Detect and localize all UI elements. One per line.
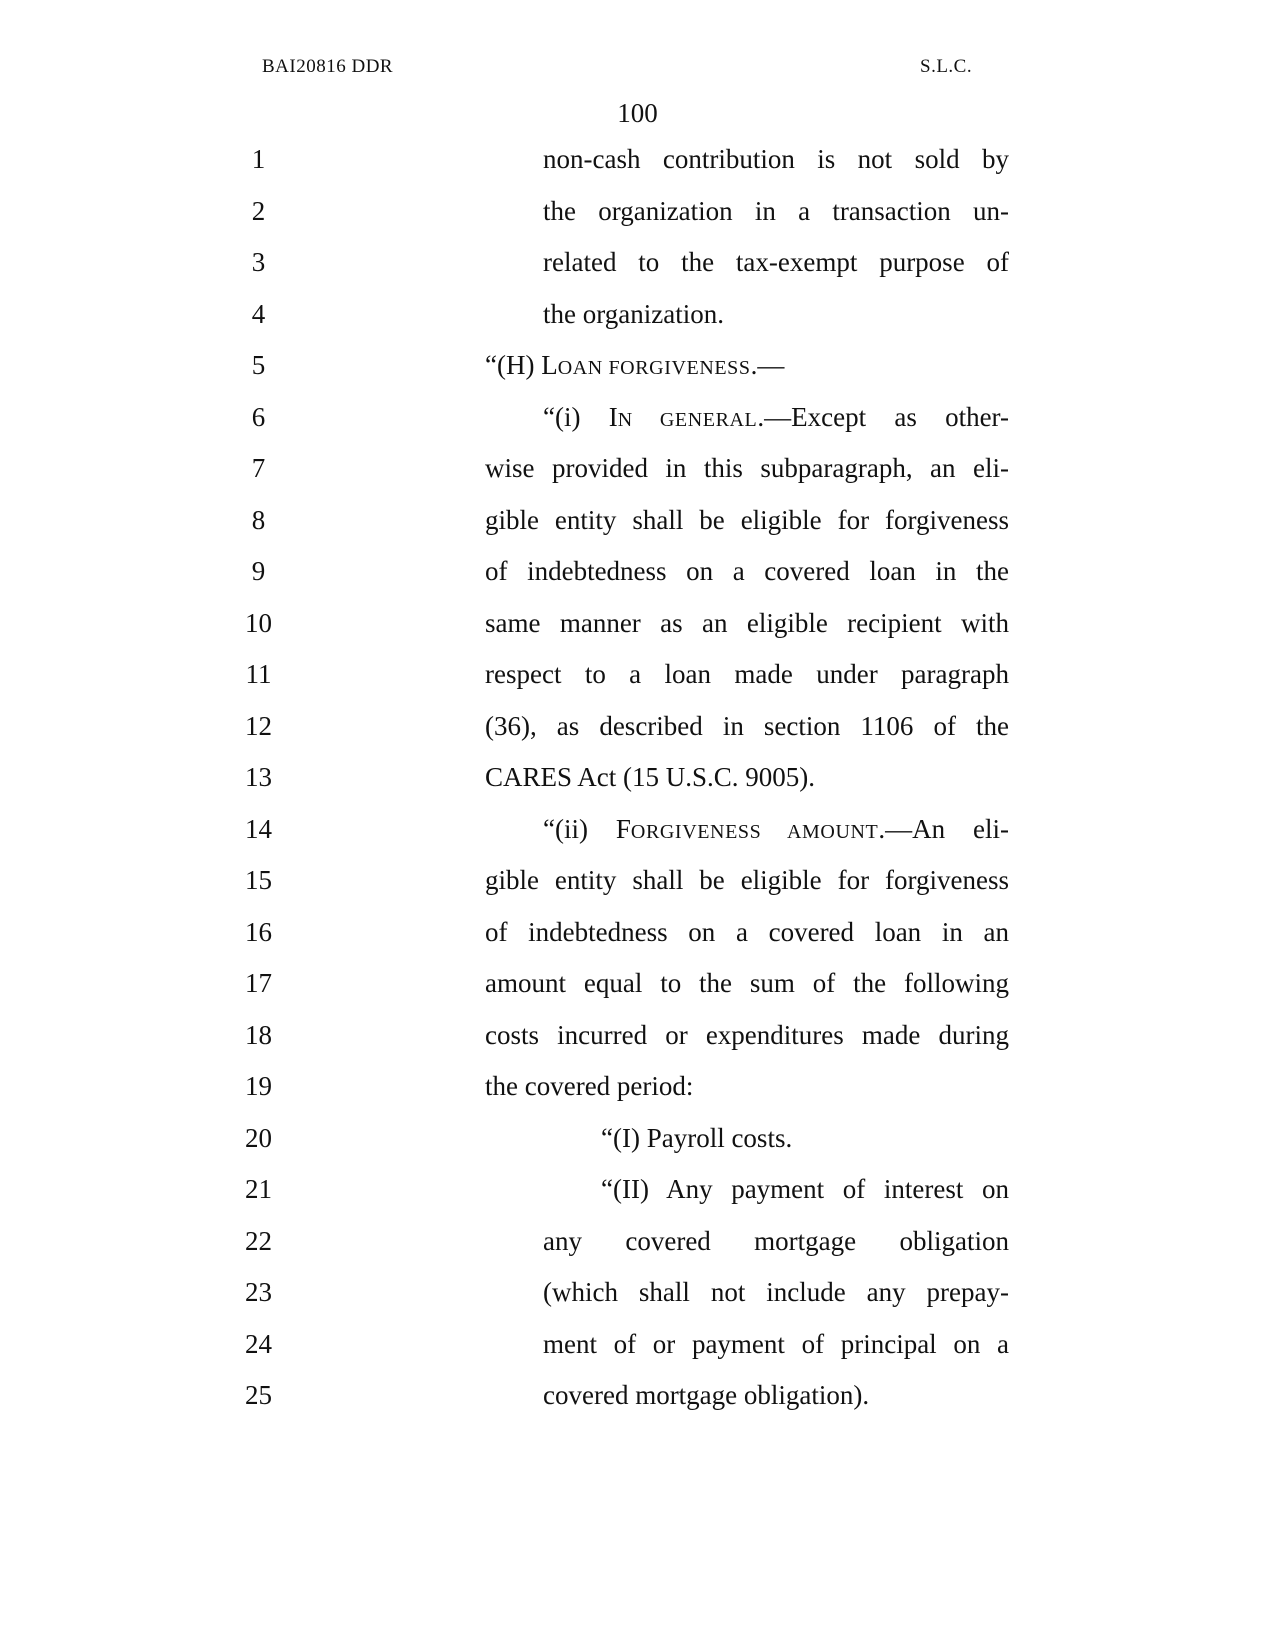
line-text: the covered period:: [485, 1071, 694, 1101]
heading-initial: I: [608, 402, 618, 432]
line-text: the organization in a transaction un-: [543, 196, 1009, 226]
line-number: 23: [245, 1277, 272, 1307]
line-number: 6: [251, 402, 266, 432]
text-line: [0, 1221, 1275, 1261]
line-text: respect to a loan made under paragraph: [485, 659, 1009, 689]
text-line: [0, 1324, 1275, 1364]
line-text: gible entity shall be eligible for forgiveness: [485, 505, 1009, 535]
line-number: 19: [245, 1071, 272, 1101]
line-text: the organization.: [543, 299, 724, 329]
text-line: [0, 448, 1275, 488]
line-number: 14: [245, 814, 272, 844]
line-number: 15: [245, 865, 272, 895]
text-line: [0, 809, 1275, 849]
line-number: 13: [245, 762, 272, 792]
line-text: same manner as an eligible recipient with: [485, 608, 1009, 638]
line-number: 8: [251, 505, 266, 535]
heading-prefix: “(ii): [543, 814, 616, 844]
text-line: [0, 603, 1275, 643]
line-text: “(I) Payroll costs.: [601, 1123, 793, 1153]
heading-initial: F: [615, 814, 631, 844]
heading-small-caps: ORGIVENESS AMOUNT: [630, 821, 879, 843]
subparagraph-heading: [485, 345, 1009, 388]
line-text: of indebtedness on a covered loan in an: [485, 917, 1009, 947]
text-line: [0, 912, 1275, 952]
heading-suffix: .—An eli-: [878, 814, 1009, 844]
text-line: [0, 397, 1275, 437]
line-text: (36), as described in section 1106 of the: [485, 711, 1009, 741]
line-number: 20: [245, 1123, 272, 1153]
heading-small-caps: OAN FORGIVENESS: [557, 357, 751, 379]
heading-initial: L: [541, 350, 558, 380]
text-line: [0, 1118, 1275, 1158]
line-number: 17: [245, 968, 272, 998]
text-line: [0, 294, 1275, 334]
line-number: 25: [245, 1380, 272, 1410]
line-number: 11: [245, 659, 272, 689]
line-number: 5: [251, 350, 266, 380]
text-line: [0, 706, 1275, 746]
line-text: covered mortgage obligation).: [543, 1380, 870, 1410]
line-number: 12: [245, 711, 272, 741]
text-line: [0, 1169, 1275, 1209]
heading-prefix: “(H): [485, 350, 542, 380]
line-number: 22: [245, 1226, 272, 1256]
line-text: amount equal to the sum of the following: [485, 968, 1009, 998]
line-text: wise provided in this subparagraph, an eli-: [485, 453, 1009, 483]
line-number: 24: [245, 1329, 272, 1359]
clause-heading: [543, 809, 1009, 852]
line-text: (which shall not include any prepay-: [543, 1277, 1009, 1307]
text-line: [0, 191, 1275, 231]
line-number: 4: [251, 299, 266, 329]
text-line: [0, 345, 1275, 385]
line-number: 10: [245, 608, 272, 638]
clause-heading: [543, 397, 1009, 440]
text-line: [0, 1015, 1275, 1055]
page-number: 100: [617, 98, 658, 128]
heading-small-caps: N GENERAL: [617, 409, 758, 431]
line-text: “(II) Any payment of interest on: [601, 1174, 1009, 1204]
line-number: 18: [245, 1020, 272, 1050]
document-id: BAI20816 DDR: [262, 56, 394, 77]
line-number: 1: [251, 144, 266, 174]
text-line: [0, 551, 1275, 591]
text-line: [0, 242, 1275, 282]
line-number: 7: [251, 453, 266, 483]
heading-prefix: “(i): [543, 402, 609, 432]
text-line: [0, 1066, 1275, 1106]
text-line: [0, 139, 1275, 179]
line-number: 3: [251, 247, 266, 277]
line-number: 21: [245, 1174, 272, 1204]
line-text: CARES Act (15 U.S.C. 9005).: [485, 762, 816, 792]
text-line: [0, 1375, 1275, 1415]
line-text: of indebtedness on a covered loan in the: [485, 556, 1009, 586]
line-number: 16: [245, 917, 272, 947]
line-text: costs incurred or expenditures made during: [485, 1020, 1009, 1050]
text-line: [0, 757, 1275, 797]
line-text: non-cash contribution is not sold by: [543, 144, 1009, 174]
line-number: 2: [251, 196, 266, 226]
text-line: [0, 860, 1275, 900]
office-code: S.L.C.: [920, 56, 973, 77]
line-text: any covered mortgage obligation: [543, 1226, 1009, 1256]
line-number: 9: [251, 556, 266, 586]
line-text: ment of or payment of principal on a: [543, 1329, 1009, 1359]
heading-suffix: .—: [750, 350, 785, 380]
line-text: related to the tax-exempt purpose of: [543, 247, 1009, 277]
line-text: gible entity shall be eligible for forgiveness: [485, 865, 1009, 895]
text-line: [0, 654, 1275, 694]
text-line: [0, 1272, 1275, 1312]
heading-suffix: .—Except as other-: [757, 402, 1009, 432]
text-line: [0, 963, 1275, 1003]
text-line: [0, 500, 1275, 540]
